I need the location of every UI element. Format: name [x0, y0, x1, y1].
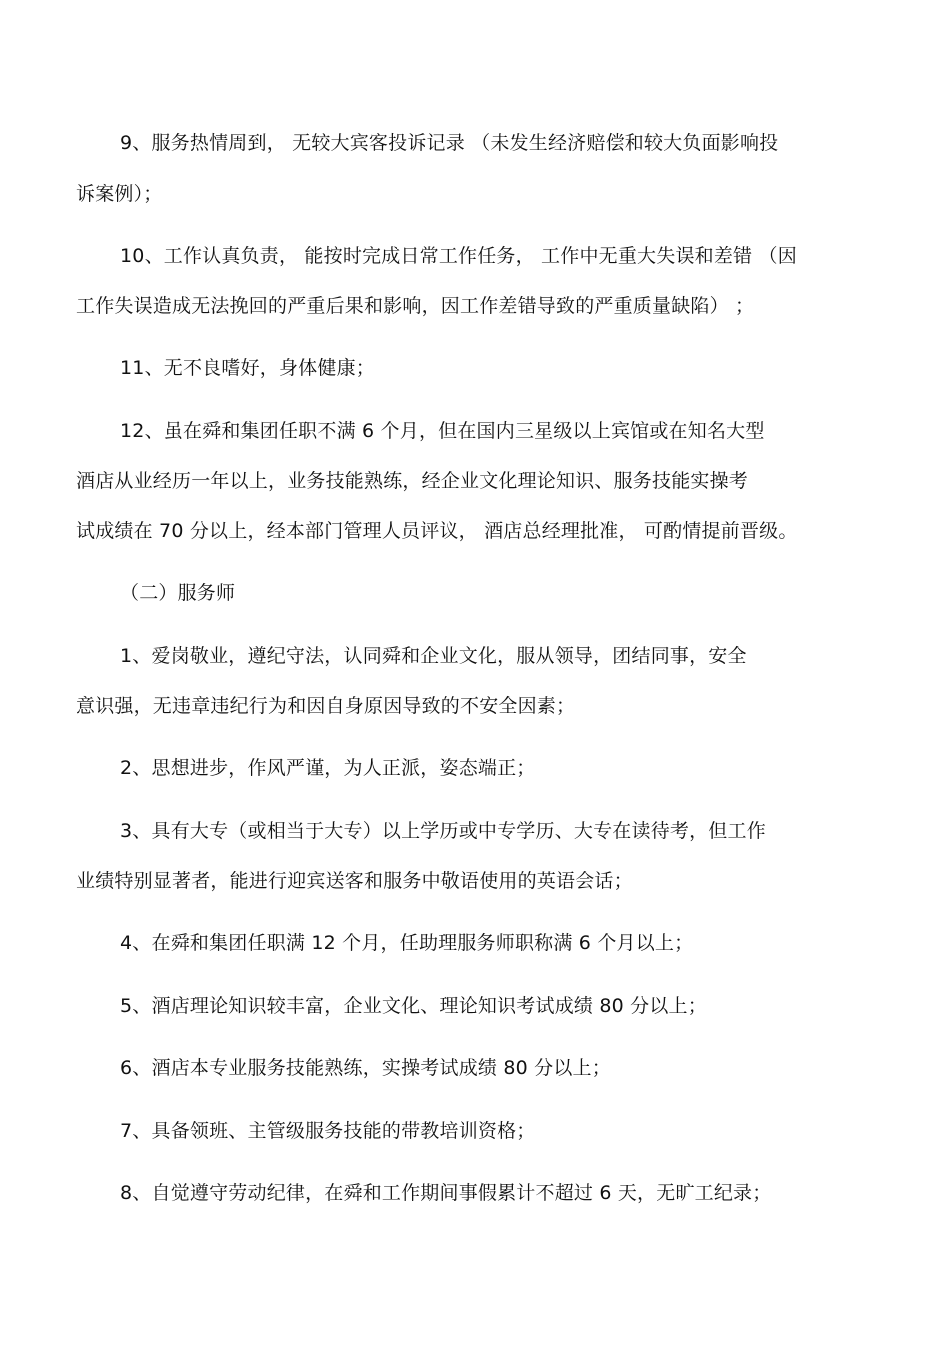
paragraph-line: 1、爱岗敬业，遵纪守法，认同舜和企业文化，服从领导，团结同事，安全	[120, 645, 747, 667]
paragraph-line: 8、自觉遵守劳动纪律，在舜和工作期间事假累计不超过 6 天，无旷工纪录；	[120, 1182, 772, 1204]
paragraph-line: 6、酒店本专业服务技能熟练，实操考试成绩 80 分以上；	[120, 1057, 611, 1079]
paragraph-line: 酒店从业经历一年以上，业务技能熟练，经企业文化理论知识、服务技能实操考	[76, 470, 749, 492]
paragraph-line: 11、无不良嗜好，身体健康；	[120, 357, 375, 379]
paragraph-line: 5、酒店理论知识较丰富，企业文化、理论知识考试成绩 80 分以上；	[120, 995, 707, 1017]
paragraph-line: 4、在舜和集团任职满 12 个月，任助理服务师职称满 6 个月以上；	[120, 932, 694, 954]
paragraph-line: 7、具备领班、主管级服务技能的带教培训资格；	[120, 1120, 536, 1142]
paragraph-line: 3、具有大专（或相当于大专）以上学历或中专学历、大专在读待考，但工作	[120, 820, 766, 842]
paragraph-line: 10、工作认真负责， 能按时完成日常工作任务， 工作中无重大失误和差错 （因	[120, 245, 797, 267]
paragraph-line: 工作失误造成无法挽回的严重后果和影响，因工作差错导致的严重质量缺陷） ；	[76, 295, 755, 317]
paragraph-line: 业绩特别显著者，能进行迎宾送客和服务中敬语使用的英语会话；	[76, 870, 633, 892]
paragraph-line: 12、虽在舜和集团任职不满 6 个月，但在国内三星级以上宾馆或在知名大型	[120, 420, 765, 442]
section-heading: （二）服务师	[120, 582, 236, 604]
paragraph-line: 意识强，无违章违纪行为和因自身原因导致的不安全因素；	[76, 695, 576, 717]
paragraph-line: 2、思想进步，作风严谨，为人正派，姿态端正；	[120, 757, 536, 779]
paragraph-line: 9、服务热情周到， 无较大宾客投诉记录 （未发生经济赔偿和较大负面影响投	[120, 132, 779, 154]
paragraph-line: 诉案例）；	[76, 183, 163, 205]
paragraph-line: 试成绩在 70 分以上，经本部门管理人员评议， 酒店总经理批准， 可酌情提前晋级。	[76, 520, 798, 542]
